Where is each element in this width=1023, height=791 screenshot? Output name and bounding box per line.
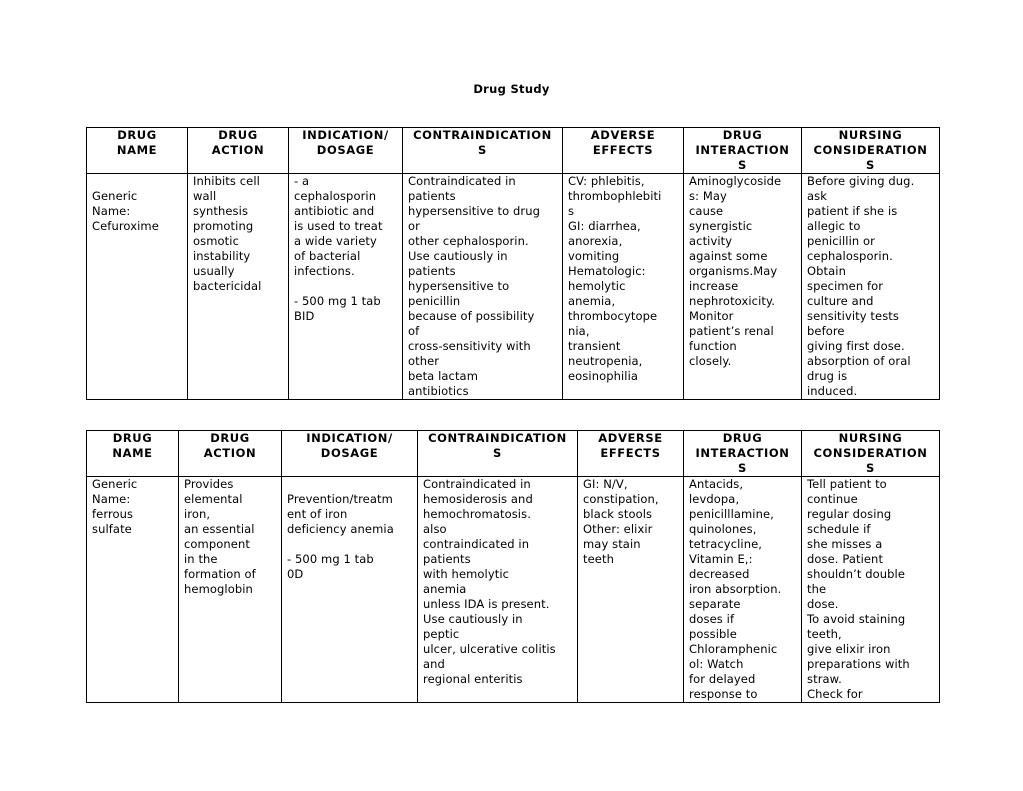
header-adverse-effects: ADVERSE EFFECTS <box>578 431 684 477</box>
header-indication-dosage: INDICATION/ DOSAGE <box>282 431 418 477</box>
cell-nursing-considerations: Before giving dug. ask patient if she is allegic to penicillin or cephalosporin. Obtain specimen for culture and sensitivity tests before giving first dose. absorption of oral drug is induced. <box>802 174 940 400</box>
cell-drug-action: Provides elemental iron, an essential component in the formation of hemoglobin <box>179 477 282 703</box>
drug-study-table-cefuroxime <box>86 127 940 400</box>
cell-nursing-considerations: Tell patient to continue regular dosing schedule if she misses a dose. Patient shouldn’t double the dose. To avoid staining teeth, give elixir iron preparations with straw. Check for <box>802 477 940 703</box>
header-drug-interactions: DRUG INTERACTION S <box>684 431 802 477</box>
document-title: Drug Study <box>473 82 550 96</box>
header-drug-name: DRUG NAME <box>87 128 188 174</box>
table-header-row <box>87 128 940 174</box>
table-row <box>87 477 940 703</box>
header-drug-action: DRUG ACTION <box>188 128 289 174</box>
cell-drug-interactions: Aminoglycoside s: May cause synergistic activity against some organisms.May increase nephrotoxicity. Monitor patient’s renal function closely. <box>684 174 802 400</box>
cell-indication-dosage: Prevention/treatm ent of iron deficiency anemia - 500 mg 1 tab 0D <box>282 477 418 703</box>
header-drug-interactions: DRUG INTERACTION S <box>684 128 802 174</box>
cell-drug-interactions: Antacids, levdopa, penicilllamine, quinolones, tetracycline, Vitamin E,: decreased iron absorption. separate doses if possible Chloramphenic ol: Watch for delayed response to <box>684 477 802 703</box>
cell-drug-name: Generic Name: ferrous sulfate <box>87 477 179 703</box>
header-contraindications: CONTRAINDICATION S <box>403 128 563 174</box>
table-header-row <box>87 431 940 477</box>
cell-adverse-effects: GI: N/V, constipation, black stools Other: elixir may stain teeth <box>578 477 684 703</box>
header-drug-action: DRUG ACTION <box>179 431 282 477</box>
header-drug-name: DRUG NAME <box>87 431 179 477</box>
header-nursing-considerations: NURSING CONSIDERATION S <box>802 431 940 477</box>
header-contraindications: CONTRAINDICATION S <box>418 431 578 477</box>
cell-drug-action: Inhibits cell wall synthesis promoting osmotic instability usually bactericidal <box>188 174 289 400</box>
header-indication-dosage: INDICATION/ DOSAGE <box>289 128 403 174</box>
table-row <box>87 174 940 400</box>
cell-drug-name: Generic Name: Cefuroxime <box>87 174 188 400</box>
cell-contraindications: Contraindicated in patients hypersensitive to drug or other cephalosporin. Use cautiously in patients hypersensitive to penicillin because of possibility of cross-sensitivity with other beta lactam antibiotics <box>403 174 563 400</box>
cell-adverse-effects: CV: phlebitis, thrombophlebiti s GI: diarrhea, anorexia, vomiting Hematologic: hemolytic anemia, thrombocytope nia, transient neutropenia, eosinophilia <box>563 174 684 400</box>
header-nursing-considerations: NURSING CONSIDERATION S <box>802 128 940 174</box>
drug-study-table-ferrous-sulfate <box>86 430 940 703</box>
header-adverse-effects: ADVERSE EFFECTS <box>563 128 684 174</box>
cell-contraindications: Contraindicated in hemosiderosis and hemochromatosis. also contraindicated in patients with hemolytic anemia unless IDA is present. Use cautiously in peptic ulcer, ulcerative colitis and regional enteritis <box>418 477 578 703</box>
cell-indication-dosage: - a cephalosporin antibiotic and is used to treat a wide variety of bacterial infections. - 500 mg 1 tab BID <box>289 174 403 400</box>
